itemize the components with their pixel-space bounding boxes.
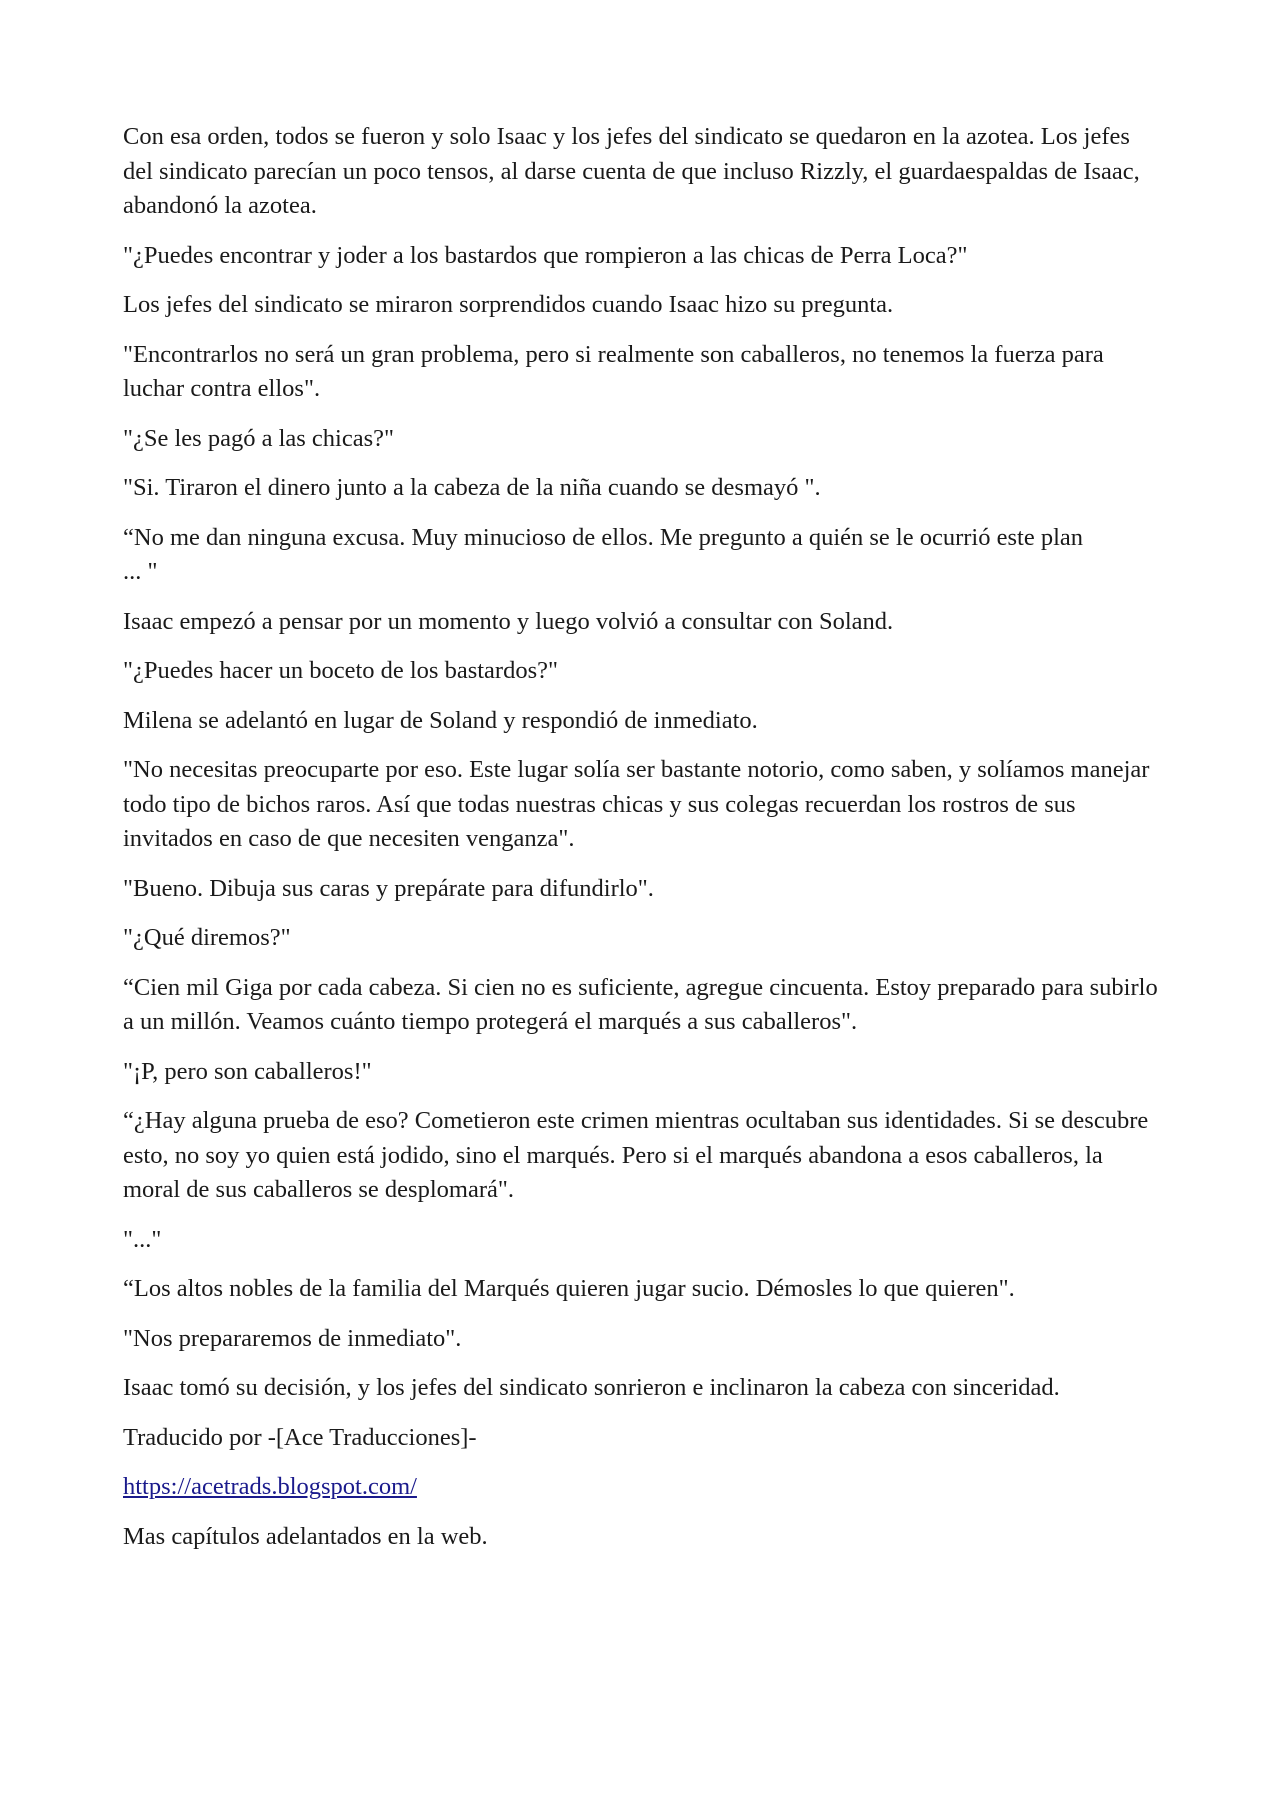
- paragraph-10: Milena se adelantó en lugar de Soland y respondió de inmediato.: [123, 706, 758, 734]
- paragraph-6: "Si. Tiraron el dinero junto a la cabeza de la niña cuando se desmayó ".: [123, 474, 821, 501]
- link-paragraph: [123, 1470, 1163, 1505]
- paragraph-15: "¡P, pero son caballeros!": [123, 1057, 372, 1085]
- paragraph-3: Los jefes del sindicato se miraron sorprendidos cuando Isaac hizo su pregunta.: [123, 291, 894, 318]
- paragraph-11: "No necesitas preocuparte por eso. Este lugar solía ser bastante notorio, como saben, y solíamos manejar todo tipo de bichos raros. Así que todas nuestras chicas y sus colegas recuerdan los rostros de sus invitados en caso de que necesiten venganza".: [123, 756, 1150, 852]
- paragraph-4: "Encontrarlos no será un gran problema, pero si realmente son caballeros, no tenemos la fuerza para luchar contra ellos".: [123, 340, 1104, 402]
- paragraph-19: "Nos prepararemos de inmediato".: [123, 1324, 462, 1352]
- paragraph-8: Isaac empezó a pensar por un momento y luego volvió a consultar con Soland.: [123, 607, 894, 635]
- paragraph-13: "¿Qué diremos?": [123, 924, 291, 951]
- blog-link[interactable]: https://acetrads.blogspot.com/: [123, 1473, 417, 1500]
- translator-credit: Traducido por -[Ace Traducciones]-: [123, 1423, 477, 1451]
- document-page: [123, 120, 1163, 1569]
- paragraph-17: "...": [123, 1225, 162, 1253]
- paragraph-7: “No me dan ninguna excusa. Muy minucioso de ellos. Me pregunto a quién se le ocurrió este plan ... ": [123, 523, 1084, 585]
- paragraph-1: Con esa orden, todos se fueron y solo Isaac y los jefes del sindicato se quedaron en la azotea. Los jefes del sindicato parecían un poco tensos, al darse cuenta de que incluso Rizzly, el guardaespaldas de Isaac, abandonó la azotea.: [123, 123, 1140, 219]
- paragraph-14: “Cien mil Giga por cada cabeza. Si cien no es suficiente, agregue cincuenta. Estoy preparado para subirlo a un millón. Veamos cuánto tiempo protegerá el marqués a sus caballeros".: [123, 973, 1158, 1035]
- closing-note: Mas capítulos adelantados en la web.: [123, 1522, 488, 1550]
- paragraph-2: "¿Puedes encontrar y joder a los bastardos que rompieron a las chicas de Perra Loca?": [123, 241, 968, 269]
- paragraph-16: “¿Hay alguna prueba de eso? Cometieron este crimen mientras ocultaban sus identidades. Si se descubre esto, no soy yo quien está jodido, sino el marqués. Pero si el marqués abandona a esos caballeros, la moral de sus caballeros se desplomará".: [123, 1107, 1149, 1203]
- paragraph-20: Isaac tomó su decisión, y los jefes del sindicato sonrieron e inclinaron la cabeza con sinceridad.: [123, 1374, 1060, 1401]
- paragraph-5: "¿Se les pagó a las chicas?": [123, 424, 395, 452]
- paragraph-18: “Los altos nobles de la familia del Marqués quieren jugar sucio. Démosles lo que quieren".: [123, 1275, 1015, 1302]
- paragraph-12: "Bueno. Dibuja sus caras y prepárate para difundirlo".: [123, 874, 654, 902]
- paragraph-9: "¿Puedes hacer un boceto de los bastardos?": [123, 657, 558, 684]
